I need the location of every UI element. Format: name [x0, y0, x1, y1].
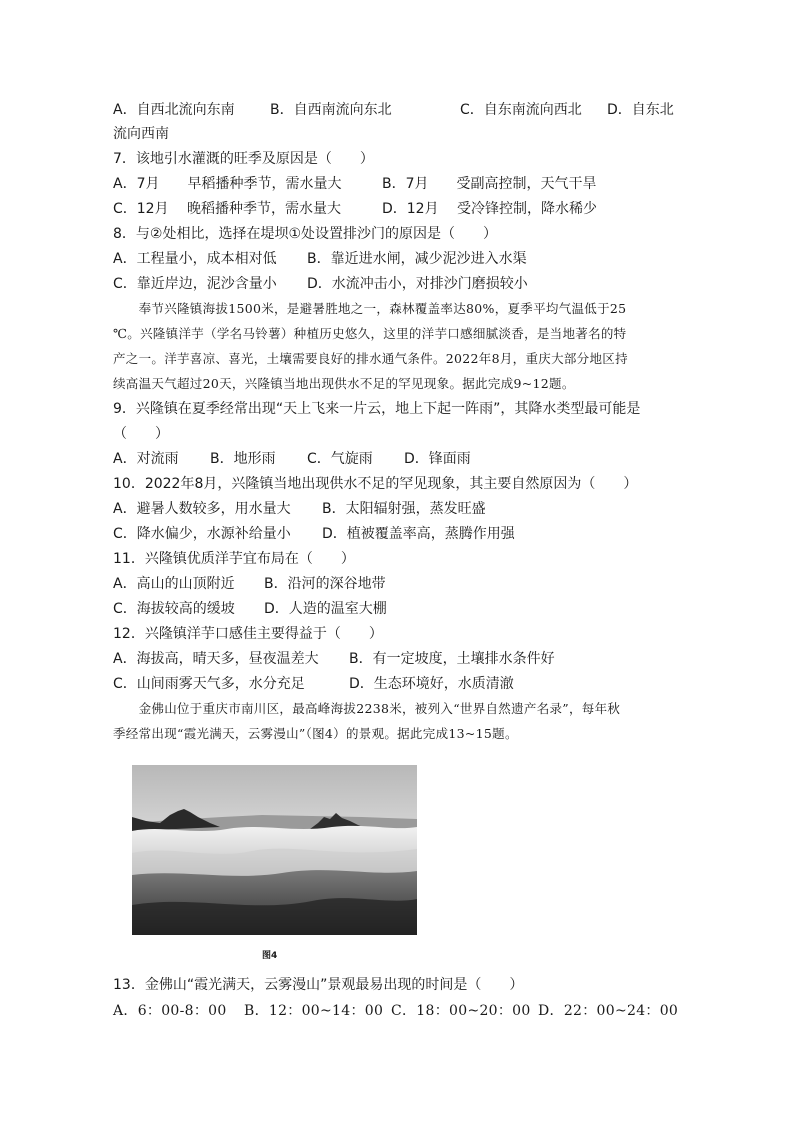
q11-stem: 11．兴隆镇优质洋芋宜布局在（ ） [113, 551, 355, 567]
q8-option-a: A．工程量小，成本相对低 [113, 251, 277, 267]
q10-option-a: A．避暑人数较多，用水量大 [113, 501, 291, 517]
q10-option-b: B．太阳辐射强，蒸发旺盛 [322, 501, 486, 517]
q9-option-d: D．锋面雨 [404, 451, 471, 467]
q13-option-b: B．12：00~14：00 [244, 1003, 384, 1019]
q9-option-a: A．对流雨 [113, 451, 179, 467]
q7-option-a: A．7月 早稻播种季节，需水量大 [113, 176, 342, 192]
q13-stem: 13．金佛山“霞光满天，云雾漫山”景观最易出现的时间是（ ） [113, 977, 524, 993]
q9-option-c: C．气旋雨 [307, 451, 373, 467]
passage1-line-3: 产之一。洋芋喜凉、喜光，土壤需要良好的排水通气条件。2022年8月，重庆大部分地区持 [113, 351, 628, 366]
q9-stem: 9．兴隆镇在夏季经常出现“天上飞来一片云，地上下起一阵雨”，其降水类型最可能是 [113, 401, 641, 417]
passage1-line-1: 奉节兴隆镇海拔1500米，是避暑胜地之一，森林覆盖率达80%，夏季平均气温低于25 [113, 301, 627, 316]
q7-option-b: B．7月 受副高控制，天气干旱 [382, 176, 597, 192]
q11-option-d: D．人造的温室大棚 [264, 601, 387, 617]
q13-option-d: D．22：00~24：00 [538, 1003, 679, 1019]
q7-option-d: D．12月 受冷锋控制，降水稀少 [382, 201, 598, 217]
q13-option-c: C．18：00~20：00 [391, 1003, 531, 1019]
q11-option-c: C．海拔较高的缓坡 [113, 601, 235, 617]
q8-option-c: C．靠近岸边，泥沙含量小 [113, 276, 277, 292]
q7-stem: 7．该地引水灌溉的旺季及原因是（ ） [113, 151, 374, 167]
q9-stem-continued: （ ） [113, 426, 169, 442]
figure-4-caption: 图4 [262, 951, 278, 961]
q6-option-b: B．自西南流向东北 [270, 102, 392, 118]
q10-stem: 10．2022年8月，兴隆镇当地出现供水不足的罕见现象，其主要自然原因为（ ） [113, 476, 638, 492]
q8-stem: 8．与②处相比，选择在堤坝①处设置排沙门的原因是（ ） [113, 226, 498, 242]
q12-option-b: B．有一定坡度，土壤排水条件好 [349, 651, 555, 667]
sea-of-clouds-image [132, 765, 417, 935]
q6-option-c: C．自东南流向西北 [460, 102, 582, 118]
q12-stem: 12．兴隆镇洋芋口感佳主要得益于（ ） [113, 626, 383, 642]
q7-option-c: C．12月 晚稻播种季节，需水量大 [113, 201, 342, 217]
q11-option-b: B．沿河的深谷地带 [264, 576, 386, 592]
q12-option-d: D．生态环境好，水质清澈 [349, 676, 514, 692]
q9-option-b: B．地形雨 [210, 451, 276, 467]
q12-option-c: C．山间雨雾天气多，水分充足 [113, 676, 305, 692]
figure-4-photo [132, 765, 417, 935]
q11-option-a: A．高山的山顶附近 [113, 576, 235, 592]
passage2-line-1: 金佛山位于重庆市南川区，最高峰海拔2238米，被列入“世界自然遗产名录”，每年秋 [113, 701, 621, 716]
q12-option-a: A．海拔高，晴天多，昼夜温差大 [113, 651, 319, 667]
q6-option-d-continued: 流向西南 [113, 126, 169, 142]
q13-option-a: A．6：00-8：00 [113, 1003, 227, 1019]
q10-option-c: C．降水偏少，水源补给量小 [113, 526, 291, 542]
q8-option-b: B．靠近进水闸，减少泥沙进入水渠 [307, 251, 527, 267]
q6-option-a: A．自西北流向东南 [113, 102, 235, 118]
q8-option-d: D．水流冲击小，对排沙门磨损较小 [307, 276, 528, 292]
passage1-line-4: 续高温天气超过20天，兴隆镇当地出现供水不足的罕见现象。据此完成9~12题。 [113, 376, 575, 391]
q10-option-d: D．植被覆盖率高，蒸腾作用强 [322, 526, 515, 542]
q6-option-d: D．自东北 [607, 102, 674, 118]
passage1-line-2: ℃。兴隆镇洋芋（学名马铃薯）种植历史悠久，这里的洋芋口感细腻淡香，是当地著名的特 [113, 326, 627, 341]
passage2-line-2: 季经常出现“霞光满天，云雾漫山”（图4）的景观。据此完成13~15题。 [113, 726, 518, 741]
